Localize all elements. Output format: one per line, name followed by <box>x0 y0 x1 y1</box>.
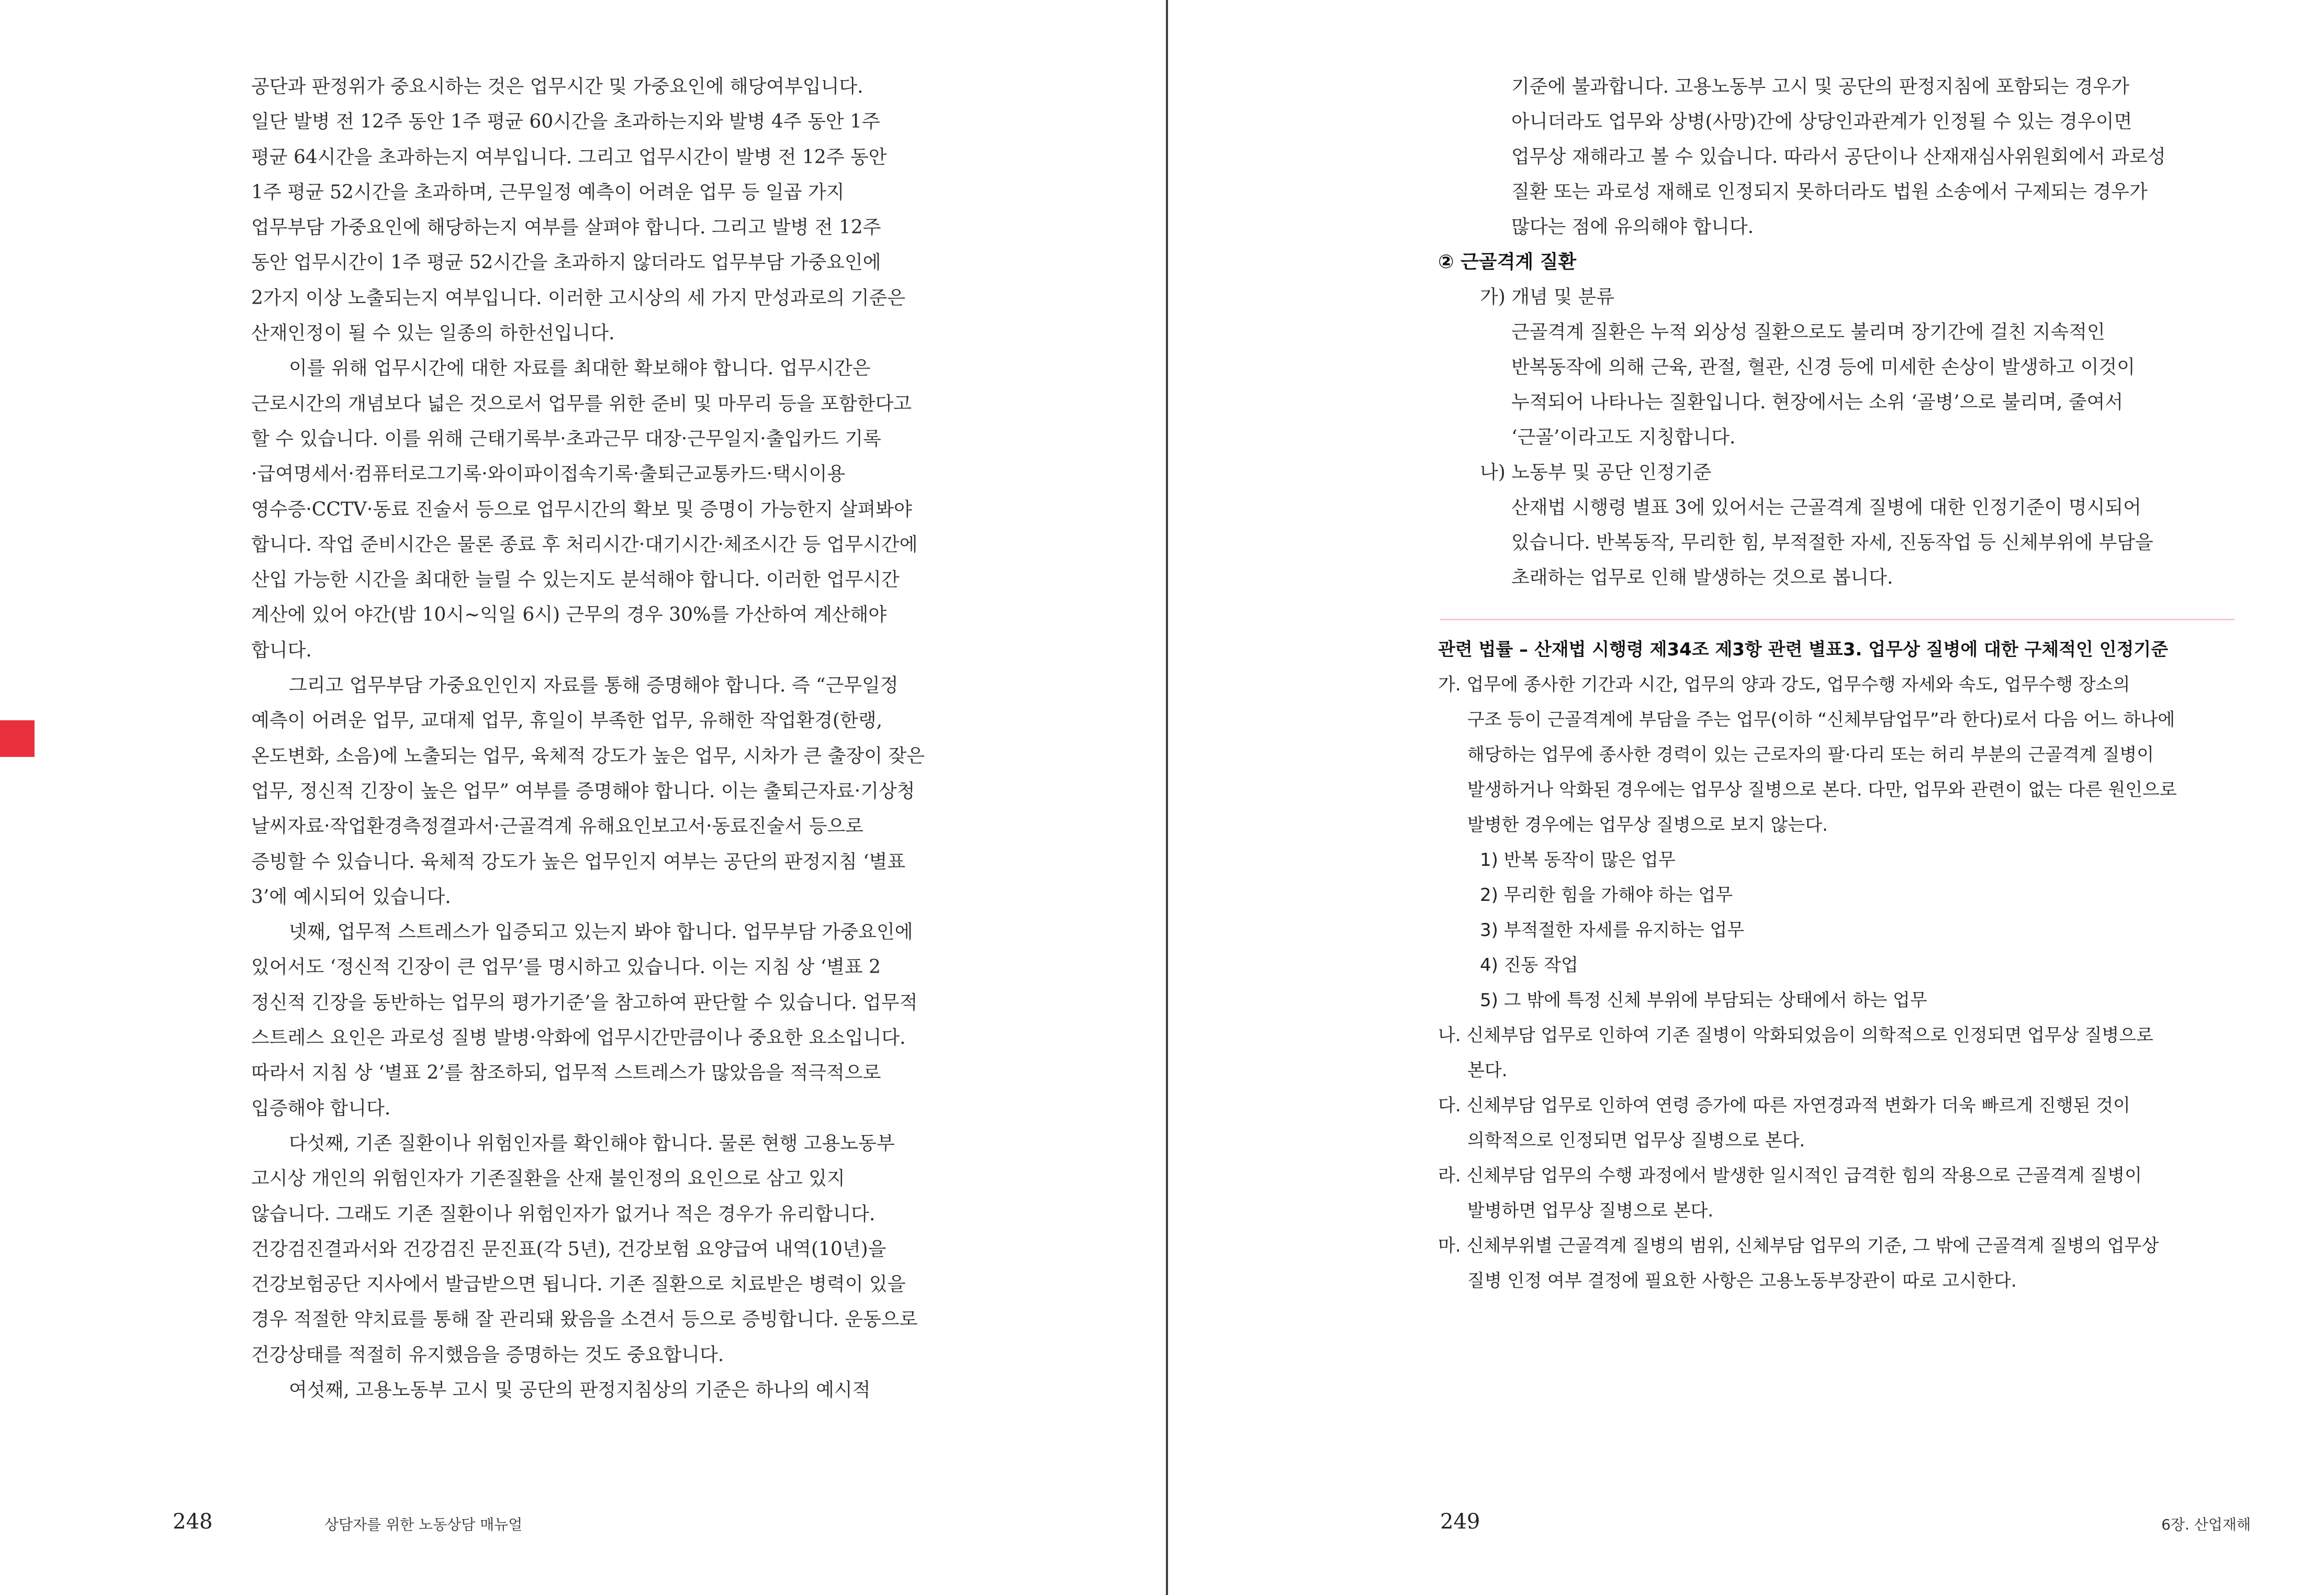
text-line: 이를 위해 업무시간에 대한 자료를 최대한 확보해야 합니다. 업무시간은 <box>251 358 871 380</box>
text-line: 업무, 정신적 긴장이 높은 업무” 여부를 증명해야 합니다. 이는 출퇴근자료·기상청 <box>251 780 915 802</box>
law-box <box>1438 632 2254 1299</box>
left-body-text <box>251 69 1036 1408</box>
text-line: 누적되어 나타나는 질환입니다. 현장에서는 소위 ‘골병’으로 불리며, 줄여서 <box>1511 392 2124 413</box>
right-page-number: 249 <box>1440 1510 1480 1534</box>
left-page-number: 248 <box>173 1510 213 1534</box>
law-list-item: 1) 반복 동작이 많은 업무 <box>1480 850 1676 871</box>
text-line: 할 수 있습니다. 이를 위해 근태기록부·초과근무 대장·근무일지·출입카드 기록 <box>251 428 881 450</box>
text-line: 따라서 지침 상 ‘별표 2’를 참조하되, 업무적 스트레스가 많았음을 적극적으로 <box>251 1062 881 1084</box>
text-line: 산재법 시행령 별표 3에 있어서는 근골격계 질병에 대한 인정기준이 명시되어 <box>1511 497 2141 518</box>
text-line: 2가지 이상 노출되는지 여부입니다. 이러한 고시상의 세 가지 만성과로의 기준은 <box>251 287 906 309</box>
text-line: 입증해야 합니다. <box>251 1097 391 1119</box>
text-line: 있어서도 ‘정신적 긴장이 큰 업무’를 명시하고 있습니다. 이는 지침 상 ‘별표 2 <box>251 956 881 978</box>
text-line: 많다는 점에 유의해야 합니다. <box>1511 216 1754 238</box>
text-line: 건강보험공단 지사에서 발급받으면 됩니다. 기존 질환으로 치료받은 병력이 있을 <box>251 1274 906 1296</box>
text-line: 동안 업무시간이 1주 평균 52시간을 초과하지 않더라도 업무부담 가중요인에 <box>251 252 881 274</box>
text-line: 산재인정이 될 수 있는 일종의 하한선입니다. <box>251 322 615 344</box>
text-line: 건강검진결과서와 건강검진 문진표(각 5년), 건강보험 요양급여 내역(10년)을 <box>251 1238 886 1260</box>
text-line: ·급여명세서·컴퓨터로그기록·와이파이접속기록·출퇴근교통카드·택시이용 <box>251 463 846 485</box>
text-line: 예측이 어려운 업무, 교대제 업무, 휴일이 부족한 업무, 유해한 작업환경(한랭, <box>251 710 883 732</box>
text-line: 스트레스 요인은 과로성 질병 발병·악화에 업무시간만큼이나 중요한 요소입니다. <box>251 1027 906 1049</box>
text-line: 않습니다. 그래도 기존 질환이나 위험인자가 없거나 적은 경우가 유리합니다. <box>251 1203 875 1225</box>
law-text-line: 발병하면 업무상 질병으로 본다. <box>1467 1200 1714 1221</box>
text-line: 일단 발병 전 12주 동안 1주 평균 60시간을 초과하는지와 발병 4주 동안 1주 <box>251 111 880 133</box>
text-line: 증빙할 수 있습니다. 육체적 강도가 높은 업무인지 여부는 공단의 판정지침 ‘별표 <box>251 851 906 873</box>
law-text-line: 나. 신체부담 업무로 인하여 기존 질병이 악화되었음이 의학적으로 인정되면 업무상 질병으로 <box>1438 1025 2153 1046</box>
text-line: 영수증·CCTV·동료 진술서 등으로 업무시간의 확보 및 증명이 가능한지 살펴봐야 <box>251 498 912 520</box>
text-line: 1주 평균 52시간을 초과하며, 근무일정 예측이 어려운 업무 등 일곱 가지 <box>251 181 845 203</box>
text-line: 아니더라도 업무와 상병(사망)간에 상당인과관계가 인정될 수 있는 경우이면 <box>1511 111 2132 132</box>
law-text-line: 가. 업무에 종사한 기간과 시간, 업무의 양과 강도, 업무수행 자세와 속도, 업무수행 장소의 <box>1438 674 2130 695</box>
law-list-item: 2) 무리한 힘을 가해야 하는 업무 <box>1480 885 1733 906</box>
text-line: 온도변화, 소음)에 노출되는 업무, 육체적 강도가 높은 업무, 시차가 큰 출장이 잦은 <box>251 745 925 767</box>
law-list-item: 4) 진동 작업 <box>1480 955 1578 976</box>
text-line: 평균 64시간을 초과하는지 여부입니다. 그리고 업무시간이 발병 전 12주 동안 <box>251 146 887 168</box>
text-line: 근로시간의 개념보다 넓은 것으로서 업무를 위한 준비 및 마무리 등을 포함한다고 <box>251 393 912 415</box>
law-text-line: 질병 인정 여부 결정에 필요한 사항은 고용노동부장관이 따로 고시한다. <box>1467 1270 2017 1291</box>
section-heading: ② 근골격계 질환 <box>1438 251 1577 273</box>
text-line: 3’에 예시되어 있습니다. <box>251 886 451 908</box>
law-text-line: 발생하거나 악화된 경우에는 업무상 질병으로 본다. 다만, 업무와 관련이 없는 다른 원인으로 <box>1467 779 2177 800</box>
law-text-line: 마. 신체부위별 근골격계 질병의 범위, 신체부담 업무의 기준, 그 밖에 근골격계 질병의 업무상 <box>1438 1235 2159 1256</box>
chapter-tab-marker <box>0 720 35 757</box>
law-text-line: 다. 신체부담 업무로 인하여 연령 증가에 따른 자연경과적 변화가 더욱 빠르게 진행된 것이 <box>1438 1095 2130 1116</box>
text-line: 산입 가능한 시간을 최대한 늘릴 수 있는지도 분석해야 합니다. 이러한 업무시간 <box>251 569 900 591</box>
law-text-line: 구조 등이 근골격계에 부담을 주는 업무(이하 “신체부담업무”라 한다)로서 다음 어느 하나에 <box>1467 709 2175 730</box>
text-line: 정신적 긴장을 동반하는 업무의 평가기준’을 참고하여 판단할 수 있습니다. 업무적 <box>251 991 918 1013</box>
law-box-title: 관련 법률 – 산재법 시행령 제34조 제3항 관련 별표3. 업무상 질병에 대한 구체적인 인정기준 <box>1438 639 2169 660</box>
text-line: 질환 또는 과로성 재해로 인정되지 못하더라도 법원 소송에서 구제되는 경우가 <box>1511 181 2148 203</box>
text-line: 계산에 있어 야간(밤 10시~익일 6시) 근무의 경우 30%를 가산하여 계산해야 <box>251 604 887 626</box>
right-running-footer: 6장. 산업재해 <box>2161 1516 2251 1533</box>
text-line: 초래하는 업무로 인해 발생하는 것으로 봅니다. <box>1511 567 1893 588</box>
text-line: 경우 적절한 약치료를 통해 잘 관리돼 왔음을 소견서 등으로 증빙합니다. 운동으로 <box>251 1309 918 1331</box>
text-line: 여섯째, 고용노동부 고시 및 공단의 판정지침상의 기준은 하나의 예시적 <box>251 1379 871 1401</box>
law-text-line: 의학적으로 인정되면 업무상 질병으로 본다. <box>1467 1130 1805 1151</box>
law-text-line: 본다. <box>1467 1060 1508 1081</box>
text-line: ‘근골’이라고도 지칭합니다. <box>1511 427 1736 448</box>
law-text-line: 해당하는 업무에 종사한 경력이 있는 근로자의 팔·다리 또는 허리 부분의 근골격계 질병이 <box>1467 744 2154 765</box>
law-text-line: 발병한 경우에는 업무상 질병으로 보지 않는다. <box>1467 815 1828 835</box>
text-line: 나) 노동부 및 공단 인정기준 <box>1480 462 1712 483</box>
text-line: 가) 개념 및 분류 <box>1480 286 1615 308</box>
text-line: 합니다. 작업 준비시간은 물론 종료 후 처리시간·대기시간·체조시간 등 업무시간에 <box>251 533 918 555</box>
right-body-text <box>1438 69 2223 595</box>
text-line: 건강상태를 적절히 유지했음을 증명하는 것도 중요합니다. <box>251 1344 724 1366</box>
law-text-line: 라. 신체부담 업무의 수행 과정에서 발생한 일시적인 급격한 힘의 작용으로 근골격계 질병이 <box>1438 1165 2142 1186</box>
text-line: 기준에 불과합니다. 고용노동부 고시 및 공단의 판정지침에 포함되는 경우가 <box>1511 76 2130 97</box>
text-line: 있습니다. 반복동작, 무리한 힘, 부적절한 자세, 진동작업 등 신체부위에 부담을 <box>1511 532 2153 553</box>
text-line: 업무부담 가중요인에 해당하는지 여부를 살펴야 합니다. 그리고 발병 전 12주 <box>251 217 881 239</box>
text-line: 다섯째, 기존 질환이나 위험인자를 확인해야 합니다. 물론 현행 고용노동부 <box>251 1132 895 1154</box>
text-line: 넷째, 업무적 스트레스가 입증되고 있는지 봐야 합니다. 업무부담 가중요인에 <box>251 921 913 943</box>
law-list-item: 3) 부적절한 자세를 유지하는 업무 <box>1480 920 1745 941</box>
law-list-item: 5) 그 밖에 특정 신체 부위에 부담되는 상태에서 하는 업무 <box>1480 990 1927 1011</box>
text-line: 고시상 개인의 위험인자가 기존질환을 산재 불인정의 요인으로 삼고 있지 <box>251 1168 845 1190</box>
law-box-divider <box>1440 619 2235 620</box>
text-line: 날씨자료·작업환경측정결과서·근골격계 유해요인보고서·동료진술서 등으로 <box>251 816 864 838</box>
text-line: 근골격계 질환은 누적 외상성 질환으로도 불리며 장기간에 걸친 지속적인 <box>1511 321 2105 343</box>
text-line: 반복동작에 의해 근육, 관절, 혈관, 신경 등에 미세한 손상이 발생하고 이것이 <box>1511 356 2136 378</box>
text-line: 업무상 재해라고 볼 수 있습니다. 따라서 공단이나 산재재심사위원회에서 과로성 <box>1511 146 2166 168</box>
text-line: 공단과 판정위가 중요시하는 것은 업무시간 및 가중요인에 해당여부입니다. <box>251 76 863 97</box>
left-running-footer: 상담자를 위한 노동상담 매뉴얼 <box>324 1516 523 1533</box>
text-line: 합니다. <box>251 639 312 661</box>
text-line: 그리고 업무부담 가중요인인지 자료를 통해 증명해야 합니다. 즉 “근무일정 <box>251 675 899 697</box>
